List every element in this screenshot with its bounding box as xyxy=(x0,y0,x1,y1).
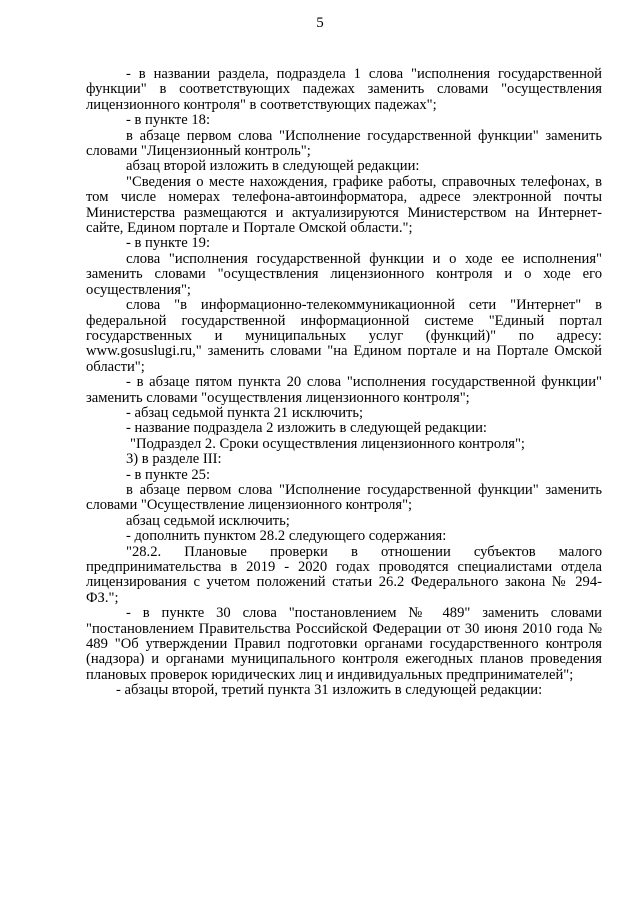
paragraph-25-first-abzac: в абзаце первом слова "Исполнение государственной функции" заменить словами "Осуществление лицензионного контроля"; xyxy=(86,481,602,514)
page-number: 5 xyxy=(316,15,324,31)
paragraph-clause-30: - в пункте 30 слова "постановлением № 489" заменить словами "постановлением Правительства Российской Федерации от 30 июня 2010 года № 489 "Об утверждении Правил подготовки органами государственного контроля (надзора) и органами муниципального контроля ежегодных планов проведения плановых проверок юридических лиц и индивидуальных предпринимателей"; xyxy=(86,605,602,683)
paragraph-25-seventh-abzac: абзац седьмой исключить; xyxy=(126,512,290,529)
paragraph-18-new-text: "Сведения о месте нахождения, графике работы, справочных телефонах, в том числе номерах телефона-автоинформатора, адресе электронной почты Министерства размещаются и актуализируются Министерством на Интернет-сайте, Едином портале и Портале Омской области."; xyxy=(86,173,602,237)
paragraph-clause-21: - абзац седьмой пункта 21 исключить; xyxy=(126,404,364,421)
paragraph-19-words-2: слова "в информационно-телекоммуникационной сети "Интернет" в федеральной государственной информационной системе "Единый портал государственных и муниципальных услуг (функций)" по адресу: www.gosuslugi.ru," заменить словами "на Едином портале и на Портале Омской области"; xyxy=(86,297,602,375)
paragraph-clause-28-2-text: "28.2. Плановые проверки в отношении субъектов малого предпринимательства в 2019 - 2020 годах проводятся специалистами отдела лицензирования с учетом положений статьи 26.2 Федерального закона № 294-ФЗ."; xyxy=(86,543,602,606)
paragraph-19-words-1: слова "исполнения государственной функции и о ходе ее исполнения" заменить словами "осуществления лицензионного контроля и о ходе его осуществления"; xyxy=(86,250,602,298)
paragraph-clause-19: - в пункте 19: xyxy=(126,235,211,252)
paragraph-18-second-abzac: абзац второй изложить в следующей редакции: xyxy=(126,158,420,175)
paragraph-clause-18: - в пункте 18: xyxy=(126,112,211,129)
paragraph-section-3: 3) в разделе III: xyxy=(126,451,222,468)
paragraph-clause-31: - абзацы второй, третий пункта 31 изложить в следующей редакции: xyxy=(116,682,543,699)
paragraph-18-first-abzac: в абзаце первом слова "Исполнение государственной функции" заменить словами "Лицензионный контроль"; xyxy=(86,127,602,160)
paragraph-clause-25: - в пункте 25: xyxy=(126,466,211,483)
paragraph-section-title-amendment: - в названии раздела, подраздела 1 слова "исполнения государственной функции" в соответствующих падежах заменить словами "осуществления лицензионного контроля" в соответствующих падежах"; xyxy=(86,66,602,113)
paragraph-subsection-2-new-title: "Подраздел 2. Сроки осуществления лицензионного контроля"; xyxy=(130,435,525,452)
paragraph-clause-28-2-add: - дополнить пунктом 28.2 следующего содержания: xyxy=(126,528,447,545)
document-body xyxy=(86,67,602,699)
paragraph-subsection-2-title: - название подраздела 2 изложить в следующей редакции: xyxy=(126,420,487,437)
paragraph-clause-20: - в абзаце пятом пункта 20 слова "исполнения государственной функции" заменить словами "осуществления лицензионного контроля"; xyxy=(86,374,602,406)
